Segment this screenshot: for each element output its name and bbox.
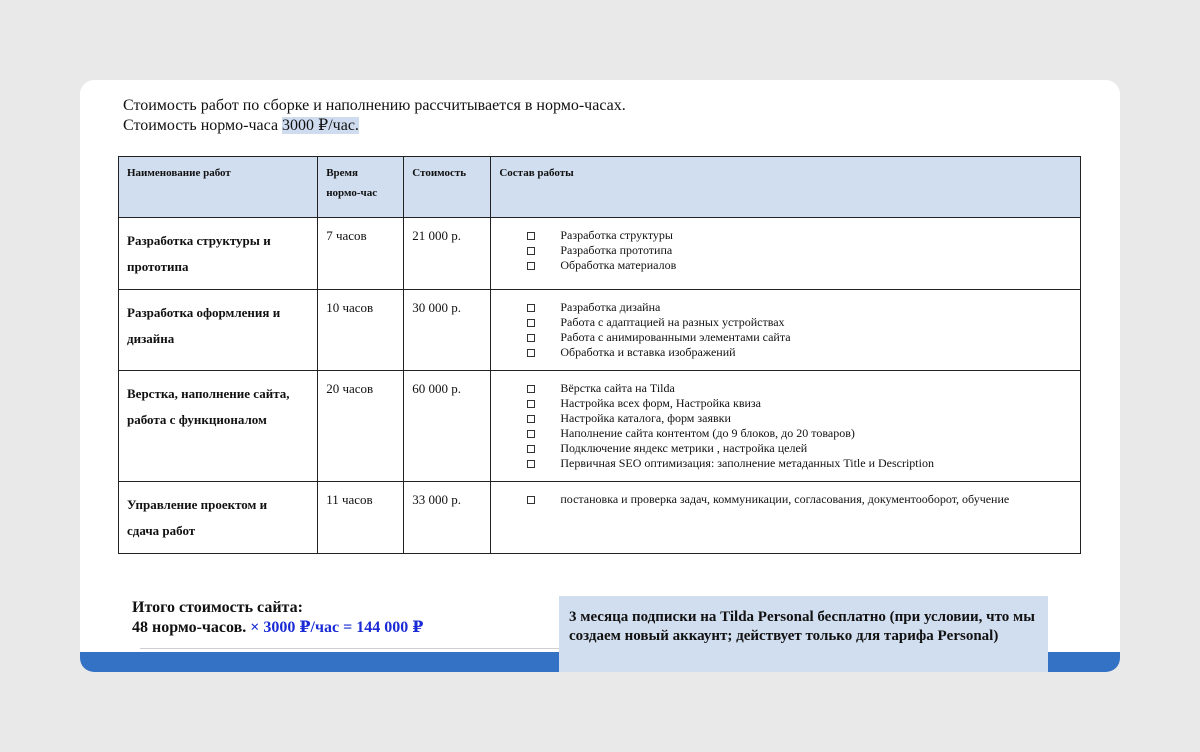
row-name: Разработка структуры и прототипа (119, 218, 318, 290)
list-item: Первичная SEO оптимизация: заполнение метаданных Title и Description (527, 456, 1072, 471)
scope-list (499, 300, 1072, 360)
divider (140, 648, 560, 649)
checkbox-icon (527, 460, 535, 468)
intro-text (123, 96, 626, 136)
row-cost: 21 000 р. (404, 218, 491, 290)
list-item: Обработка материалов (527, 258, 1072, 273)
checkbox-icon (527, 319, 535, 327)
row-time: 11 часов (318, 482, 404, 554)
list-item: Разработка дизайна (527, 300, 1072, 315)
table-header-row (119, 157, 1081, 218)
list-item: Подключение яндекс метрики , настройка целей (527, 441, 1072, 456)
checkbox-icon (527, 385, 535, 393)
row-cost: 30 000 р. (404, 290, 491, 371)
header-name: Наименование работ (119, 157, 318, 218)
total-formula-line: 48 нормо-часов. × 3000 ₽/час = 144 000 ₽ (132, 619, 424, 636)
list-item: Вёрстка сайта на Tilda (527, 381, 1072, 396)
rate-highlight: 3000 ₽/час. (282, 117, 359, 134)
list-item: Работа с анимированными элементами сайта (527, 330, 1072, 345)
checkbox-icon (527, 334, 535, 342)
header-cost: Стоимость (404, 157, 491, 218)
list-item: Настройка каталога, форм заявки (527, 411, 1072, 426)
promo-box: 3 месяца подписки на Tilda Personal бесплатно (при условии, что мы создаем новый аккаунт; действует только для тарифа Personal) (559, 596, 1048, 672)
intro-line-2-prefix: Стоимость нормо-часа (123, 117, 283, 134)
table-row (119, 482, 1081, 554)
list-item: Разработка прототипа (527, 243, 1072, 258)
document-card (80, 80, 1120, 672)
row-time: 20 часов (318, 371, 404, 482)
checkbox-icon (527, 304, 535, 312)
total-cost (132, 598, 423, 638)
row-cost: 60 000 р. (404, 371, 491, 482)
intro-line-2 (123, 116, 626, 136)
scope-list (499, 228, 1072, 273)
intro-line-1: Стоимость работ по сборке и наполнению рассчитывается в нормо-часах. (123, 97, 626, 114)
checkbox-icon (527, 349, 535, 357)
checkbox-icon (527, 445, 535, 453)
checkbox-icon (527, 247, 535, 255)
row-scope (491, 482, 1081, 554)
scope-list (499, 381, 1072, 471)
table-row (119, 371, 1081, 482)
row-name: Управление проектом и сдача работ (119, 482, 318, 554)
row-name: Верстка, наполнение сайта, работа с функционалом (119, 371, 318, 482)
list-item: Настройка всех форм, Настройка квиза (527, 396, 1072, 411)
list-item: постановка и проверка задач, коммуникации, согласования, документооборот, обучение (527, 492, 1072, 507)
total-formula: × 3000 ₽/час = 144 000 ₽ (246, 619, 424, 636)
header-scope: Состав работы (491, 157, 1081, 218)
checkbox-icon (527, 232, 535, 240)
list-item: Наполнение сайта контентом (до 9 блоков, до 20 товаров) (527, 426, 1072, 441)
checkbox-icon (527, 400, 535, 408)
total-hours: 48 нормо-часов (132, 619, 243, 636)
checkbox-icon (527, 496, 535, 504)
table-row (119, 218, 1081, 290)
row-scope (491, 290, 1081, 371)
total-title: Итого стоимость сайта: (132, 599, 303, 616)
header-time: Время нормо-час (318, 157, 404, 218)
checkbox-icon (527, 430, 535, 438)
row-name: Разработка оформления и дизайна (119, 290, 318, 371)
table-row (119, 290, 1081, 371)
list-item: Обработка и вставка изображений (527, 345, 1072, 360)
checkbox-icon (527, 415, 535, 423)
row-scope (491, 371, 1081, 482)
checkbox-icon (527, 262, 535, 270)
row-scope (491, 218, 1081, 290)
list-item: Разработка структуры (527, 228, 1072, 243)
row-time: 10 часов (318, 290, 404, 371)
row-time: 7 часов (318, 218, 404, 290)
row-cost: 33 000 р. (404, 482, 491, 554)
list-item: Работа с адаптацией на разных устройствах (527, 315, 1072, 330)
scope-list (499, 492, 1072, 507)
works-table (118, 156, 1081, 554)
